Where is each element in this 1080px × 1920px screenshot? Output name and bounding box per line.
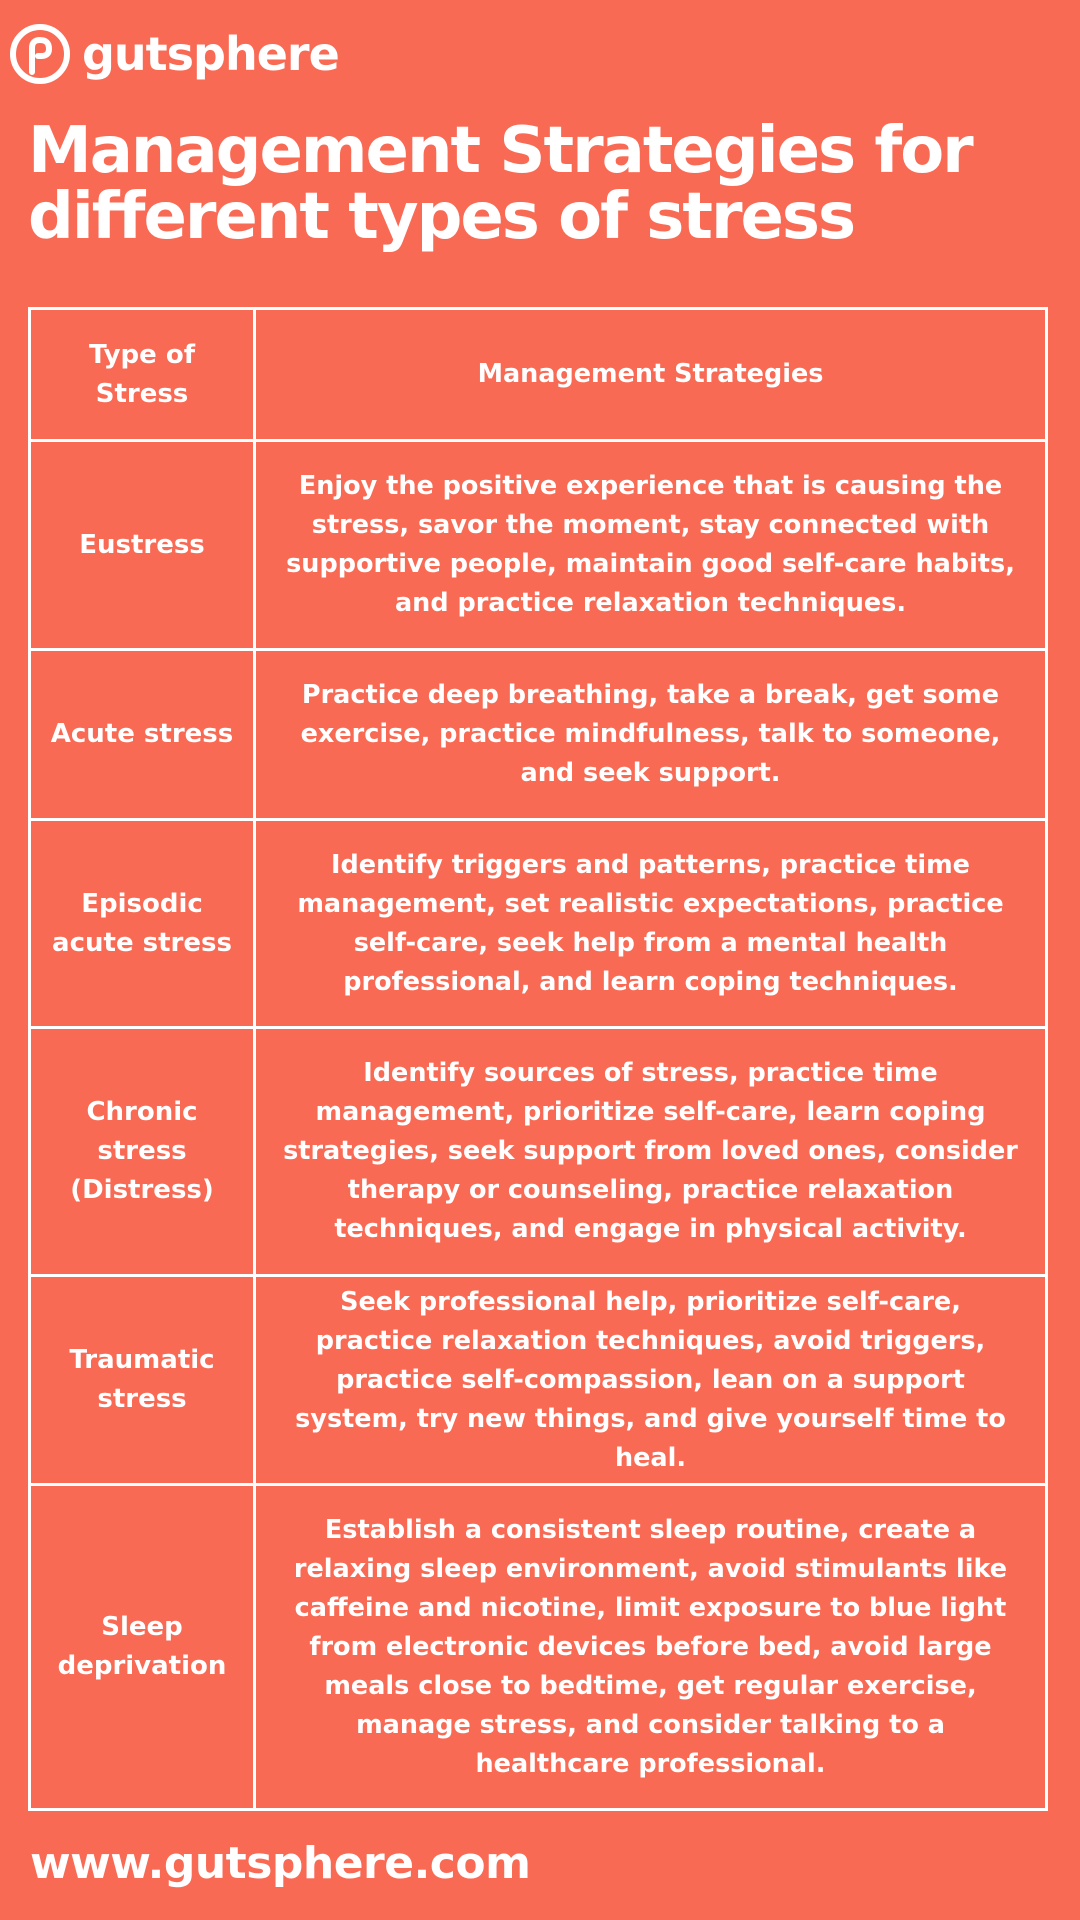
brand-logo <box>8 22 339 86</box>
page-title: Management Strategies for different types of stress <box>28 114 972 254</box>
stress-type-cell: Acute stress <box>31 651 256 818</box>
column-header-type: Type of Stress <box>31 310 256 439</box>
table-row <box>31 648 1045 818</box>
column-header-strategies: Management Strategies <box>477 359 824 389</box>
gut-icon <box>8 22 72 86</box>
strategy-cell: Identify sources of stress, practice time management, prioritize self-care, learn coping strategies, seek support from loved ones, consider therapy or counseling, practice relaxation techniques, and engage in physical activity. <box>283 1058 1018 1244</box>
stress-type-cell: Eustress <box>31 442 256 648</box>
stress-type-cell: Traumatic stress <box>31 1277 256 1483</box>
table-row <box>31 1483 1045 1808</box>
brand-name: gutsphere <box>82 27 339 81</box>
strategy-cell: Identify triggers and patterns, practice time management, set realistic expectations, practice self-care, seek help from a mental health professional, and learn coping techniques. <box>297 849 1004 997</box>
table-row <box>31 818 1045 1026</box>
table-row <box>31 439 1045 648</box>
table-row <box>31 1274 1045 1483</box>
stress-type-cell: Sleep deprivation <box>31 1486 256 1808</box>
stress-type-cell: Episodic acute stress <box>31 821 256 1026</box>
strategy-cell: Practice deep breathing, take a break, get some exercise, practice mindfulness, talk to someone, and seek support. <box>300 680 1001 788</box>
strategies-table <box>28 307 1048 1811</box>
stress-type-cell: Chronic stress (Distress) <box>31 1029 256 1274</box>
strategy-cell: Establish a consistent sleep routine, create a relaxing sleep environment, avoid stimulants like caffeine and nicotine, limit exposure to blue light from electronic devices before bed, avoid large meals close to bedtime, get regular exercise, manage stress, and consider talking to a healthcare professional. <box>293 1514 1008 1779</box>
strategy-cell: Enjoy the positive experience that is causing the stress, savor the moment, stay connected with supportive people, maintain good self-care habits, and practice relaxation techniques. <box>286 471 1015 618</box>
table-row <box>31 1026 1045 1274</box>
table-header-row <box>31 310 1045 439</box>
website-url: www.gutsphere.com <box>30 1838 531 1889</box>
strategy-cell: Seek professional help, prioritize self-care, practice relaxation techniques, avoid triggers, practice self-compassion, lean on a support system, try new things, and give yourself time to heal. <box>295 1286 1006 1473</box>
